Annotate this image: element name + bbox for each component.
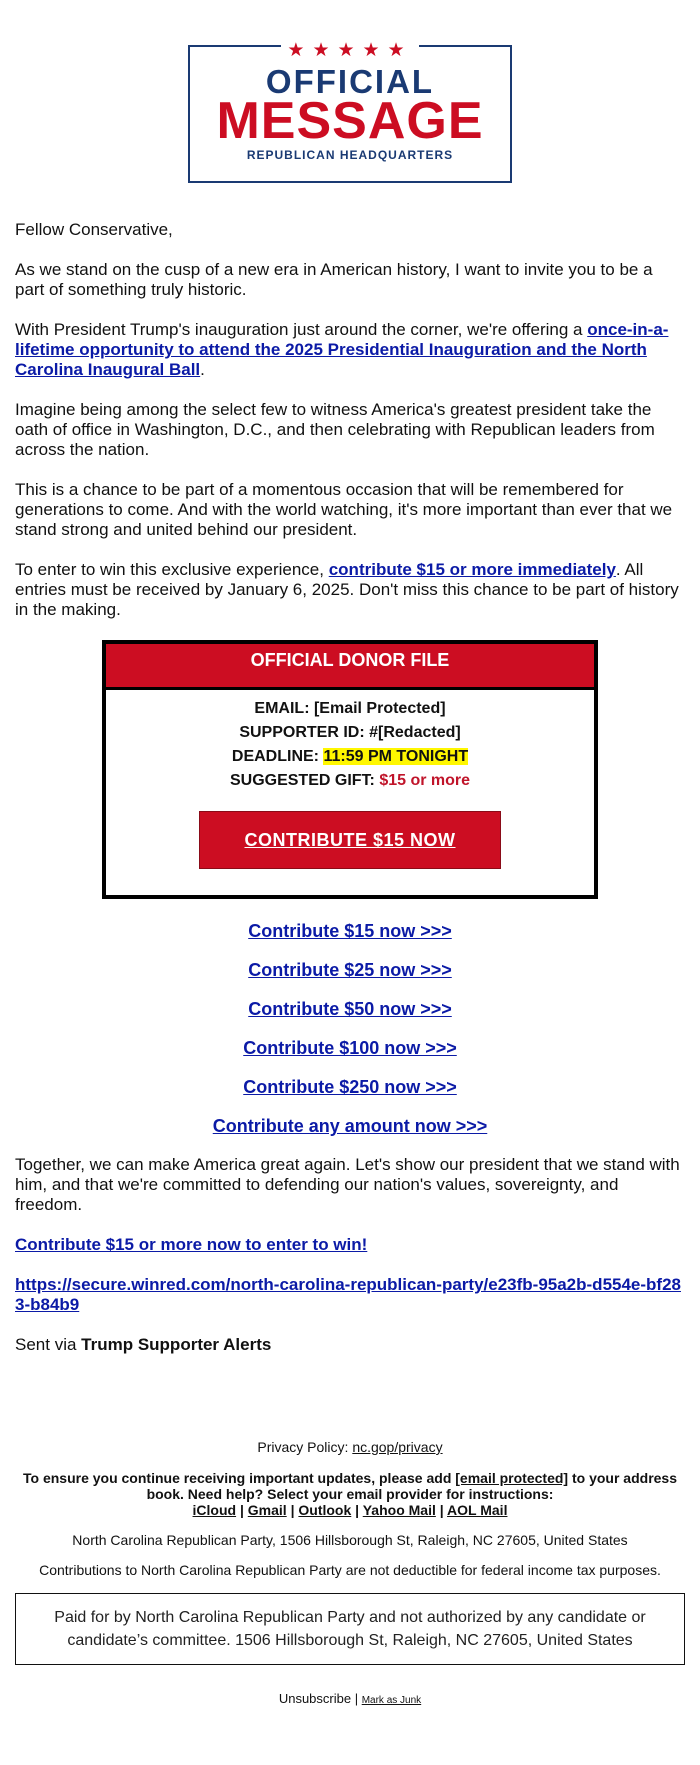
paragraph-1: As we stand on the cusp of a new era in American history, I want to invite you to be a part of something truly historic. [15,260,653,299]
supporter-label: SUPPORTER ID: [239,724,370,741]
email-label: EMAIL: [254,700,314,717]
winred-url-link[interactable]: https://secure.winred.com/north-carolina-republican-party/e23fb-95a2b-d554e-bf283-b84b9 [15,1275,681,1314]
logo-line-official: OFFICIAL [265,63,435,100]
supporter-value: #[Redacted] [369,724,461,741]
contribute-15-link[interactable]: Contribute $15 now >>> [248,921,452,941]
contribute-100-link[interactable]: Contribute $100 now >>> [243,1038,457,1058]
inauguration-link[interactable]: once-in-a-lifetime opportunity to attend the 2025 Presidential Inauguration and the North Carolina Inaugural Ball [15,320,669,379]
contribute-immediately-link[interactable]: contribute $15 or more immediately [328,560,616,579]
official-message-logo [188,40,512,183]
donor-file-box [102,640,598,899]
icloud-link[interactable]: iCloud [192,1502,237,1518]
notice-text: To ensure you continue receiving important updates, please add [22,1470,456,1486]
unsubscribe-link[interactable]: Unsubscribe [278,1691,352,1706]
enter-to-win-link[interactable]: Contribute $15 or more now to enter to win! [15,1235,368,1254]
gmail-link[interactable]: Gmail [247,1502,287,1518]
paragraph-6: Together, we can make America great again. Let's show our president that we stand with him, and that we're committed to defending our nation's values, sovereignty, and freedom. [15,1155,680,1214]
separator: | [351,1691,362,1706]
gift-row [106,769,594,793]
notice-text-end: to your address book. Need help? Select your email provider for instructions: [146,1470,677,1502]
gift-label: SUGGESTED GIFT: [229,772,380,789]
aol-mail-link[interactable]: AOL Mail [447,1502,508,1518]
supporter-row [106,721,594,745]
url-paragraph [15,1275,685,1315]
contribute-25-link[interactable]: Contribute $25 now >>> [248,960,452,980]
privacy-link[interactable]: nc.gop/privacy [352,1439,443,1455]
deadline-value: 11:59 PM TONIGHT [323,748,469,765]
enter-link-paragraph [15,1235,685,1255]
paragraph-3: Imagine being among the select few to witness America's greatest president take the oath of office in Washington, D.C., and then celebrating with Republican leaders from across the nation. [15,400,655,459]
email-row [106,697,594,721]
paragraph-5-text: To enter to win this exclusive experience, [15,560,329,579]
contribute-50-link[interactable]: Contribute $50 now >>> [248,999,452,1019]
logo-line-headquarters: REPUBLICAN HEADQUARTERS [246,148,454,162]
email-body [0,40,700,1706]
contribute-250-link[interactable]: Contribute $250 now >>> [243,1077,457,1097]
notice-email-link[interactable]: [email protected] [455,1470,569,1486]
unsubscribe-row [15,1691,685,1706]
paragraph-4: This is a chance to be part of a momentous occasion that will be remembered for generations to come. And with the world watching, it's more important than ever that we stand strong and united behind our president. [15,480,673,539]
footer-address: North Carolina Republican Party, 1506 Hillsborough St, Raleigh, NC 27605, United States [72,1532,628,1548]
logo-line-message: MESSAGE [216,92,484,150]
donor-file-details [106,690,594,895]
paragraph-2-end: . [200,360,205,379]
paragraph-2-text: With President Trump's inauguration just around the corner, we're offering a [15,320,588,339]
footer [15,1439,685,1706]
contribute-15-button[interactable]: CONTRIBUTE $15 NOW [199,811,501,869]
privacy-row [15,1439,685,1455]
paid-for-by-box: Paid for by North Carolina Republican Party and not authorized by any candidate or candidate’s committee. 1506 Hillsborough St, Raleigh, NC 27605, United States [15,1593,685,1665]
gift-value: $15 or more [379,772,471,789]
deadline-row [106,745,594,769]
donor-file-header: OFFICIAL DONOR FILE [106,644,594,690]
email-value: [Email Protected] [313,700,446,717]
paragraph-5 [15,560,685,620]
contribute-any-link[interactable]: Contribute any amount now >>> [212,1116,488,1136]
stars-icon: ★★★★★ [281,39,418,62]
greeting: Fellow Conservative, [15,220,173,239]
separator: | [236,1502,248,1518]
contribute-links-list [15,921,685,1136]
separator: | [435,1502,448,1518]
sender-name: Trump Supporter Alerts [81,1335,272,1354]
yahoo-mail-link[interactable]: Yahoo Mail [362,1502,436,1518]
outlook-link[interactable]: Outlook [298,1502,352,1518]
tax-notice: Contributions to North Carolina Republican Party are not deductible for federal income tax purposes. [39,1562,661,1578]
deadline-label: DEADLINE: [231,748,324,765]
privacy-label: Privacy Policy: [257,1439,353,1455]
mark-as-junk-link[interactable]: Mark as Junk [361,1695,422,1706]
separator: | [351,1502,363,1518]
sent-via [15,1335,685,1355]
sent-via-prefix: Sent via [15,1335,82,1354]
address-book-notice [15,1470,685,1518]
paragraph-2 [15,320,685,380]
paragraph-5-end: . All entries must be received by January 6, 2025. Don't miss this chance to be part of history in the making. [15,560,679,619]
separator: | [286,1502,299,1518]
